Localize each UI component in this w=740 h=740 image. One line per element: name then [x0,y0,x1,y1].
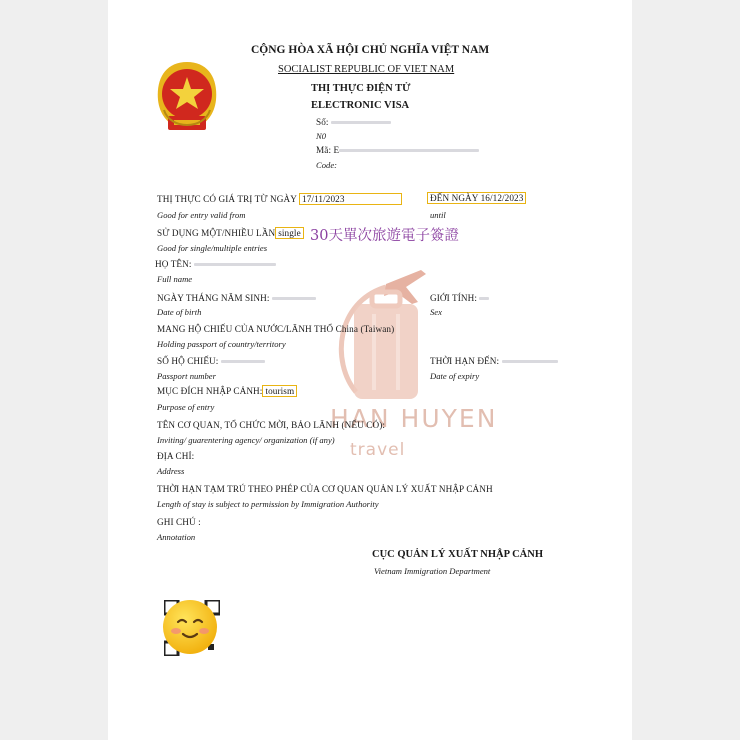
luggage-plane-watermark-icon [326,262,446,412]
name-en: Full name [157,274,193,284]
note-en: Annotation [157,532,196,542]
expiry-row: THỜI HẠN ĐẾN: [430,356,558,366]
until-value: 16/12/2023 [480,193,524,203]
purpose-row: MỤC ĐÍCH NHẬP CẢNH: tourism [157,386,297,396]
name-row: HỌ TÊN: [155,259,276,269]
authority-vi: CỤC QUẢN LÝ XUẤT NHẬP CẢNH [372,549,544,560]
address-en: Address [157,466,185,476]
visa-code-label: Mã: E [316,145,479,155]
passport-country-en: Holding passport of country/territory [157,339,286,349]
usage-row: SỬ DỤNG MỘT/NHIỀU LẦN single [157,228,304,238]
usage-value: single [275,227,304,239]
sex-en: Sex [430,307,442,317]
valid-from-row: THỊ THỰC CÓ GIÁ TRỊ TỪ NGÀY 17/11/2023 [157,194,402,204]
annotation-overlay: 30天單次旅遊電子簽證 [310,228,459,244]
visa-number-label-en: N0 [316,131,327,141]
watermark-brand: HAN HUYEN [330,404,498,433]
expiry-en: Date of expiry [430,371,480,381]
until-row: ĐẾN NGÀY 16/12/2023 [427,192,526,204]
valid-from-value: 17/11/2023 [299,193,402,205]
agency-en: Inviting/ guarentering agency/ organization (if any) [157,435,335,445]
passport-number-row: SỐ HỘ CHIẾU: [157,356,265,366]
stay-en: Length of stay is subject to permission by Immigration Authority [157,499,379,509]
country-name-vi: CỘNG HÒA XÃ HỘI CHỦ NGHĨA VIỆT NAM [251,44,490,56]
dob-en: Date of birth [157,307,202,317]
note-label: GHI CHÚ : [157,517,201,527]
visa-code-label-en: Code: [316,160,338,170]
stay-label: THỜI HẠN TẠM TRÚ THEO PHÉP CỦA CƠ QUAN QUẢN LÝ XUẤT NHẬP CẢNH [157,484,493,494]
smiley-face-icon [161,598,219,656]
purpose-value: tourism [262,385,297,397]
visa-title-vi: THỊ THỰC ĐIỆN TỬ [311,83,411,94]
usage-en: Good for single/multiple entries [157,243,268,253]
visa-document [108,0,632,740]
watermark-sub: travel [350,440,406,460]
purpose-en: Purpose of entry [157,402,215,412]
until-en: until [430,210,446,220]
visa-number-label: Số: [316,117,391,127]
national-emblem-icon [154,60,220,142]
passport-number-en: Passport number [157,371,216,381]
sex-row: GIỚI TÍNH: [430,293,489,303]
visa-title-en: ELECTRONIC VISA [311,100,410,111]
dob-row: NGÀY THÁNG NĂM SINH: [157,293,316,303]
passport-country-value: China (Taiwan) [335,324,395,334]
address-label: ĐỊA CHỈ: [157,451,195,461]
valid-from-en: Good for entry valid from [157,210,246,220]
agency-label: TÊN CƠ QUAN, TỔ CHỨC MỜI, BẢO LÃNH (NẾU CÓ): [157,420,386,430]
country-name-en: SOCIALIST REPUBLIC OF VIET NAM [278,64,455,75]
authority-en: Vietnam Immigration Department [374,566,491,576]
passport-country-row: MANG HỘ CHIẾU CỦA NƯỚC/LÃNH THỔ China (Taiwan) [157,324,395,334]
